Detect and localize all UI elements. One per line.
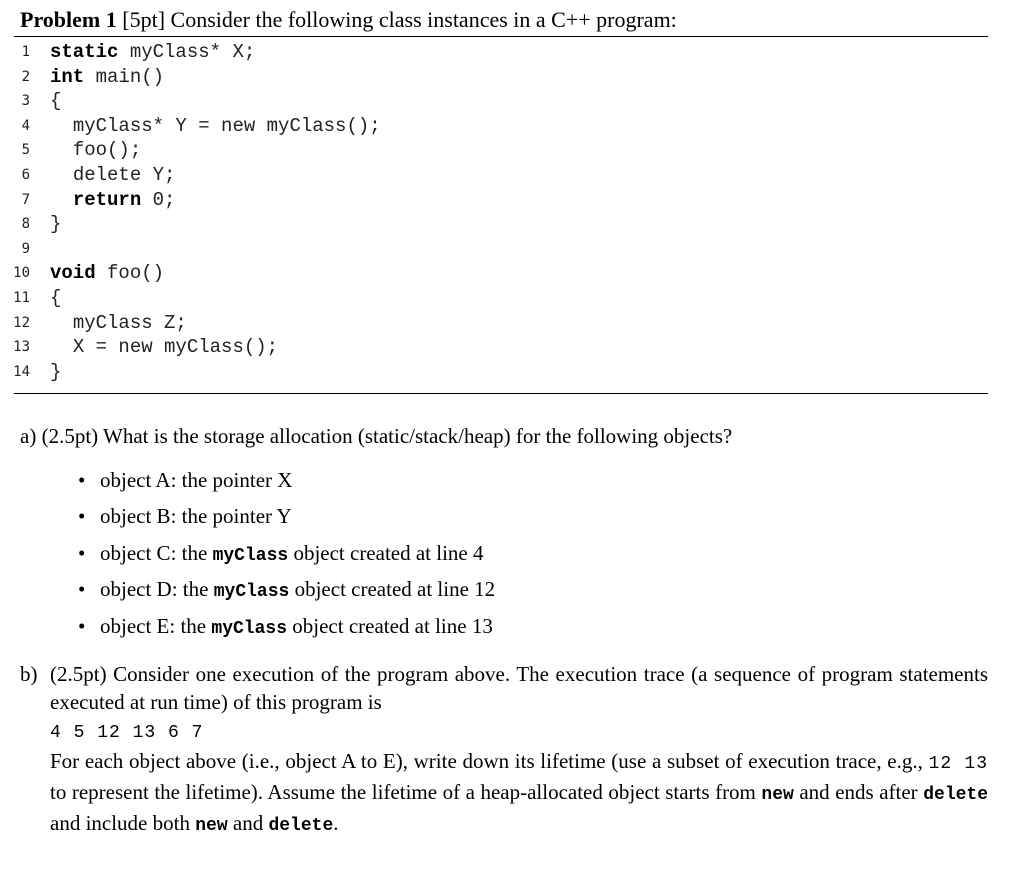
object-class-name: myClass xyxy=(213,582,290,603)
code-rest: main() xyxy=(84,65,165,88)
code-keyword: int xyxy=(50,65,85,88)
code-line xyxy=(0,138,1000,163)
code-line xyxy=(0,286,1000,311)
code-text xyxy=(50,360,61,385)
code-keyword: void xyxy=(50,262,96,285)
top-rule xyxy=(14,36,988,37)
code-rest: myClass* X; xyxy=(118,41,256,63)
code-line xyxy=(0,89,1000,114)
code-indent xyxy=(50,312,73,334)
line-number: 5 xyxy=(21,142,30,159)
bullet-icon: • xyxy=(78,540,86,565)
code-line xyxy=(0,360,1000,385)
bullet-icon: • xyxy=(78,468,86,492)
code-indent xyxy=(50,336,73,358)
line-number: 6 xyxy=(21,166,30,183)
code-indent xyxy=(50,189,73,211)
object-class-name: myClass xyxy=(211,618,288,639)
object-item xyxy=(78,575,495,611)
part-b-text-1: Consider one execution of the program above. The execution trace (a sequence of program statements executed at run time) of this program is xyxy=(50,662,989,714)
part-b-points: (2.5pt) xyxy=(50,662,107,686)
code-rest: } xyxy=(50,360,62,383)
code-rest: 0; xyxy=(141,188,176,211)
code-text xyxy=(50,163,175,188)
line-number: 11 xyxy=(13,289,30,306)
code-rest: foo(); xyxy=(72,139,142,162)
part-b-label: b) xyxy=(20,662,38,686)
line-number: 4 xyxy=(21,117,30,134)
code-text xyxy=(50,40,255,65)
object-text-suffix: object created at line 4 xyxy=(288,540,484,565)
code-text xyxy=(50,286,61,311)
object-text-prefix: object D: the xyxy=(100,577,214,602)
object-item xyxy=(78,466,495,502)
line-number: 1 xyxy=(21,44,30,60)
code-text xyxy=(50,261,164,286)
execution-trace: 4 5 12 13 6 7 xyxy=(50,723,204,743)
code-text xyxy=(50,335,278,360)
problem-points: [5pt] xyxy=(122,7,166,32)
code-rest: X = new myClass(); xyxy=(72,336,279,359)
part-b-text-7: . xyxy=(333,811,339,835)
line-number: 14 xyxy=(13,363,30,380)
problem-label: Problem 1 xyxy=(20,7,117,32)
part-b-body xyxy=(50,660,988,840)
code-rest: myClass Z; xyxy=(72,311,187,334)
bullet-icon: • xyxy=(78,577,86,602)
code-line xyxy=(0,261,1000,286)
code-rest: { xyxy=(50,90,62,113)
code-text xyxy=(50,114,381,139)
part-a-question xyxy=(20,422,732,450)
object-text-prefix: object E: the xyxy=(100,613,212,638)
code-rest: foo() xyxy=(95,262,165,285)
code-rest: delete Y; xyxy=(72,163,176,186)
part-b-text-4: and ends after xyxy=(799,780,918,804)
keyword-delete-2: delete xyxy=(268,816,334,836)
line-number: 8 xyxy=(21,216,30,233)
code-indent xyxy=(50,115,73,137)
code-line xyxy=(0,114,1000,139)
part-b-text-5: and include both xyxy=(50,811,190,835)
object-text-prefix: object A: the pointer X xyxy=(100,468,293,492)
code-text xyxy=(50,65,164,90)
code-line xyxy=(0,40,1000,65)
line-number: 9 xyxy=(21,240,30,257)
code-indent xyxy=(50,139,73,161)
code-text xyxy=(50,89,61,114)
object-text-prefix: object B: the pointer Y xyxy=(100,504,292,529)
object-text-suffix: object created at line 13 xyxy=(287,613,493,638)
code-listing xyxy=(0,40,1000,384)
bullet-icon: • xyxy=(78,613,86,638)
part-b-text-6: and xyxy=(232,811,264,835)
part-b-para-1 xyxy=(50,660,988,716)
object-class-name: myClass xyxy=(212,545,289,566)
part-b-para-2 xyxy=(50,747,988,840)
bullet-icon: • xyxy=(78,504,86,529)
problem-header xyxy=(20,6,677,34)
lifetime-example: 12 13 xyxy=(928,754,989,774)
code-line xyxy=(0,212,1000,237)
line-number: 7 xyxy=(21,191,30,208)
part-a-text: What is the storage allocation (static/stack/heap) for the following objects? xyxy=(103,424,733,448)
code-line xyxy=(0,335,1000,360)
object-item xyxy=(78,612,495,648)
bottom-rule xyxy=(14,393,988,394)
problem-intro: Consider the following class instances in a C++ program: xyxy=(170,7,677,32)
part-a-points: (2.5pt) xyxy=(41,424,99,448)
object-text-prefix: object C: the xyxy=(100,540,213,565)
code-text xyxy=(50,311,187,336)
line-number: 13 xyxy=(13,339,30,356)
code-text xyxy=(50,138,141,163)
object-item xyxy=(78,502,495,538)
code-line xyxy=(0,163,1000,188)
code-rest: { xyxy=(50,286,62,309)
code-rest: } xyxy=(50,213,62,236)
part-b-text-2: For each object above (i.e., object A to E), write down its lifetime (use a subset of execution trace, e.g., xyxy=(50,749,923,773)
line-number: 3 xyxy=(21,93,30,110)
object-item xyxy=(78,539,495,575)
code-line xyxy=(0,65,1000,90)
keyword-new-2: new xyxy=(195,816,228,836)
code-rest: myClass* Y = new myClass(); xyxy=(72,114,381,137)
part-b-trace-line xyxy=(50,716,988,747)
object-text-suffix: object created at line 12 xyxy=(289,577,496,602)
code-text xyxy=(50,188,175,213)
line-number: 12 xyxy=(13,314,30,331)
part-a-label: a) xyxy=(20,424,37,448)
code-line xyxy=(0,188,1000,213)
code-keyword: static xyxy=(50,41,119,63)
object-list xyxy=(78,466,495,648)
line-number: 2 xyxy=(21,68,30,85)
code-line xyxy=(0,311,1000,336)
keyword-new: new xyxy=(761,785,794,805)
line-number: 10 xyxy=(13,265,30,282)
code-indent xyxy=(50,164,73,186)
part-b-text-3: to represent the lifetime). Assume the lifetime of a heap-allocated object starts from xyxy=(50,780,756,804)
code-keyword: return xyxy=(72,188,142,211)
keyword-delete: delete xyxy=(923,785,989,805)
code-line xyxy=(0,237,1000,262)
code-text xyxy=(50,212,61,237)
